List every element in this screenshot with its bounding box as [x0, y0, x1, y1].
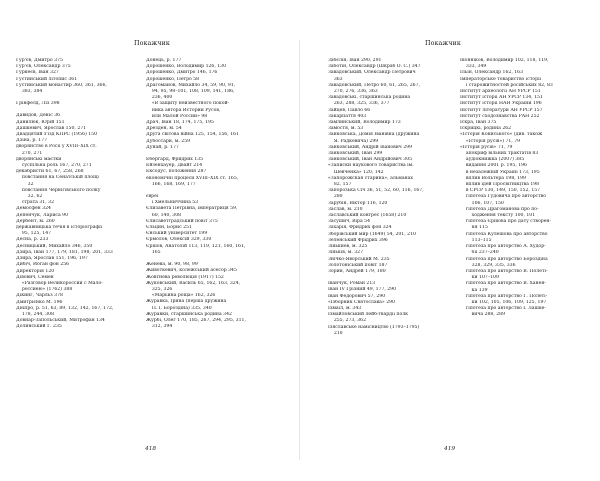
- left-page-header: Покажчик: [134, 40, 170, 47]
- index-entry: страта 31, 32: [16, 200, 54, 206]
- index-entry: Двадцятий з'їзд КПРС (1956) 150: [16, 132, 98, 138]
- index-entry: Ізяславське намісництво (1793–1795): [328, 324, 420, 330]
- index-entry: вплив ідей Просвітництва 198: [460, 182, 540, 188]
- index-entry: Ексодус, положення 287: [146, 169, 207, 175]
- index-entry: Єльцин, Борис 251: [146, 225, 192, 231]
- index-entry: 333, 349: [460, 64, 487, 70]
- index-entry: Дорошенко, Володимир 126, 130: [146, 64, 227, 70]
- index-entry: Десна, р. 233: [16, 237, 49, 243]
- index-entry: 328, 329, 335, 336: [460, 262, 516, 268]
- index-entry: ка 139: [460, 287, 488, 293]
- index-entry: Депенчук, Лариса 90: [16, 212, 69, 218]
- index-entry: декабристи 61, 67, 258, 268: [16, 169, 84, 175]
- index-entry: Демосфен 324: [16, 206, 51, 212]
- index-entry: Журбі, Олег 170, 185, 267, 294, 295, 311,: [146, 317, 246, 323]
- index-entry: 113–115: [460, 237, 492, 243]
- index-entry: в СРСР 130, 149, 150, 152, 157: [460, 188, 541, 194]
- index-entry: гіпотеза про авторство І. Лашке-: [460, 306, 546, 312]
- index-entry: Животкевич, колежський асесор 345: [146, 268, 237, 274]
- index-entry: Жовтнева революція (1917) 152: [146, 274, 224, 280]
- index-entry: Данилюк, Юрій 151: [16, 119, 65, 125]
- index-entry: Зінькiв, м. 327: [328, 250, 364, 256]
- index-entry: Єнський університет 199: [146, 231, 208, 237]
- index-entry: «Запорожская старина», альманах: [328, 175, 413, 181]
- index-entry: Запорозька Січ 36, 51, 52, 60, 116, 167,: [328, 188, 424, 194]
- index-entry: Занковський, Андрій Іванович 299: [328, 144, 413, 150]
- index-entry: 325, 326: [146, 286, 173, 292]
- index-entry: Я. Радкевича) 299: [328, 138, 379, 144]
- right-page-header: Покажчик: [425, 40, 461, 47]
- index-entry: гіпотеза Гудовича про авторство: [460, 194, 546, 200]
- index-entry: Іванчук, Роман 213: [328, 281, 376, 287]
- index-entry: Дзира, Ярослав 151, 196, 197: [16, 256, 88, 262]
- index-entry: Дашкевич, Ярослав 150, 271: [16, 125, 87, 131]
- right-page: [300, 0, 600, 481]
- index-entry: 312, 394: [146, 324, 173, 330]
- index-entry: Дибіч, Йоган фон 256: [16, 262, 70, 268]
- index-entry: Гур'єв, Олександр 375: [16, 64, 71, 70]
- right-index-column-1: [328, 58, 446, 337]
- index-entry: 363: [328, 76, 343, 82]
- index-entry: Давидов, Деніс 36: [16, 113, 61, 119]
- index-entry: 32, 62: [16, 194, 43, 200]
- index-entry: 263, 288, 325, 336, 377: [328, 101, 390, 107]
- index-entry: Жуковський, Василь 65, 162, 163, 324,: [146, 280, 241, 286]
- index-entry: повстання Чернігівського полку: [16, 187, 101, 193]
- index-entry: Інститут сходознавства РАН 252: [460, 113, 540, 119]
- index-entry: 94, 95, 98–101, 108, 109, 141, 186,: [146, 89, 235, 95]
- index-entry: Забєлін, Іван 290, 291: [328, 58, 382, 63]
- index-entry: гіпотеза про авторство Бороздіна: [460, 256, 548, 262]
- index-entry: суспільна роль 167, 270, 271: [16, 163, 92, 169]
- index-entry: россиею» (1762) 388: [16, 287, 73, 293]
- index-entry: видання 2001 р. 195, 196: [460, 163, 528, 169]
- index-entry: вича 288, 289: [460, 312, 506, 318]
- index-entry: ня 115: [460, 225, 488, 231]
- index-entry: ки 102, 105, 106, 109, 125, 197: [460, 299, 547, 305]
- index-entry: Єрмолов, Олексій 329, 330: [146, 237, 212, 243]
- index-entry: ки 107–109: [460, 275, 499, 281]
- index-entry: «Марьина роща» 162, 326: [146, 293, 216, 299]
- index-entry: Довнар-Запольський, Митрофан 134: [16, 318, 105, 324]
- index-entry: 210: [328, 330, 343, 336]
- index-entry: гіпотеза Драгоманова про по-: [460, 206, 539, 212]
- index-entry: Густинський літопис 361: [16, 76, 78, 82]
- index-entry: в незалежній Україні 173, 195: [460, 169, 540, 175]
- right-page-number: 419: [444, 446, 456, 452]
- index-entry: Драч, Іван 18, 174, 175, 195: [146, 120, 214, 126]
- index-entry: 280: [328, 194, 343, 200]
- index-entry: Єлизавета Петрівна, імператриця 59,: [146, 206, 238, 212]
- index-entry: 236, 400: [146, 95, 173, 101]
- index-entry: Іскра, Іван 375: [460, 120, 497, 126]
- index-entry: Ільїн, Олександр 162, 163: [460, 70, 524, 76]
- index-entry: Інститут історії АН УРСР 134, 151: [460, 95, 543, 101]
- index-entry: гіпотеза Єршова про дату створен-: [460, 219, 552, 225]
- index-entry: апокриф вільних трактатів 83: [460, 151, 539, 157]
- index-entry: 178, 244, 308: [16, 311, 54, 317]
- index-entry: Ейзенхауер, Двайт 214: [146, 163, 203, 169]
- index-entry: Драгоманов, Михайло 34, 59, 90, 91,: [146, 82, 236, 88]
- index-entry: Дівович, Семен: [16, 274, 54, 280]
- index-entry: 32: [16, 181, 34, 187]
- right-index-column-2: [460, 58, 588, 319]
- index-entry: Ґрінфелд, Ліз 398: [16, 101, 60, 107]
- index-entry: Ізмаїл, м. 343: [328, 305, 362, 311]
- index-entry: 383, 384: [16, 89, 43, 95]
- index-entry: «Історія русів») 71, 79: [460, 138, 521, 144]
- index-entry: Дрезден, м. 54: [146, 126, 182, 132]
- index-entry: Директорія 120: [16, 268, 55, 274]
- index-entry: 106, 107, 150: [460, 200, 504, 206]
- index-entry: Інститут археології АН УРСР 151: [460, 89, 541, 95]
- index-entry: Ебергард, Фридрих 135: [146, 157, 204, 163]
- index-entry: економічні процеси XVIII–XIX ст. 165,: [146, 175, 239, 181]
- index-entry: 270, 271: [16, 150, 43, 156]
- index-entry: Журавка, Ірина (перша дружина: [146, 299, 227, 305]
- index-entry: Дікинг, Чарльз 378: [16, 293, 63, 299]
- index-entry: Імператорське товариство історії: [460, 76, 542, 82]
- index-entry: Замостя, м. 53: [328, 126, 364, 132]
- index-entry: Завадовський, Петро 60, 61, 265, 267,: [328, 82, 420, 88]
- index-entry: дворянські маєтки: [16, 156, 62, 162]
- index-entry: Завадовські, старшинська родина: [328, 95, 411, 101]
- index-entry: Десницький, Михайло 346, 350: [16, 243, 93, 249]
- index-entry: Завадовський, Олександр Петрович: [328, 70, 416, 76]
- index-entry: Дзіна, р. 177: [16, 138, 48, 144]
- index-entry: Дунай, р. 177: [146, 144, 179, 150]
- index-entry: Зайцев, Павло 66: [328, 107, 371, 113]
- left-index-column-2: [146, 58, 276, 330]
- index-entry: Іконніков, Володимир 102, 118, 119,: [460, 58, 549, 63]
- index-entry: Занковський, Іван 299: [328, 151, 383, 157]
- index-entry: Закарпаття 403: [328, 113, 367, 119]
- index-entry: Зінькиев, м. 325: [328, 244, 368, 250]
- index-entry: 270, 276, 336, 363: [328, 89, 378, 95]
- index-entry: 60, 140, 308: [146, 212, 182, 218]
- index-entry: біі 237–240: [460, 250, 499, 256]
- index-entry: гіпотеза про авторство Г. Полеті-: [460, 293, 548, 299]
- index-entry: ника автора Истории Русов,: [146, 107, 221, 113]
- index-entry: П. І. Бороздіна) 335, 340: [146, 305, 212, 311]
- index-entry: Засушич, Віра 54: [328, 219, 370, 225]
- index-entry: 166, 168, 169, 177: [146, 181, 196, 187]
- index-entry: Долинський Г. 235: [16, 324, 62, 330]
- index-entry: Женева, м. 90, 98, 99: [146, 262, 198, 268]
- index-entry: і Хмельниччина 53: [146, 200, 199, 206]
- index-entry: Єршов, Анатолій 113, 119, 121, 160, 161,: [146, 243, 246, 249]
- left-page-number: 418: [145, 446, 157, 452]
- index-entry: Гуркеєв, Іван 327: [16, 70, 59, 76]
- index-entry: «Разговор Великороссии с Мало-: [16, 280, 103, 286]
- index-entry: Інститут літератури АН УРСР 157: [460, 107, 543, 113]
- index-entry: 255, 273, 362: [328, 318, 366, 324]
- index-entry: Іван IV Грізний 49, 177, 290: [328, 287, 397, 293]
- index-entry: Зборівський мир (1649) 54, 201, 210: [328, 231, 416, 237]
- index-entry: Ізмайловський лейб-гвардії полк: [328, 312, 409, 318]
- index-entry: Дубоссари, м. 259: [146, 138, 191, 144]
- index-entry: «Записки наукового товариства ім.: [328, 163, 414, 169]
- index-entry: Іван Федорович 57, 290: [328, 293, 386, 299]
- index-entry: 95, 125, 147: [16, 231, 52, 237]
- index-entry: Дзира, Іван 177, 179, 181, 198, 201, 333: [16, 249, 113, 255]
- index-entry: Зарубін, Віктор 116, 120: [328, 200, 388, 206]
- index-entry: аудіокнижка (2007) 385: [460, 157, 525, 163]
- index-entry: Знічко-Яворський М. 235: [328, 256, 390, 262]
- index-entry: Золотоніський повіт 187: [328, 262, 388, 268]
- index-entry: Заботін, Олександр (Шкраб О. С.) 347: [328, 64, 421, 70]
- index-entry: Дербент, м. 260: [16, 218, 55, 224]
- index-entry: «В защиту неизвестного покой-: [146, 101, 230, 107]
- index-entry: Журавки, старшинська родина 342: [146, 311, 232, 317]
- index-entry: 82, 157: [328, 182, 352, 188]
- index-entry: Зорин, Андрей 179, 180: [328, 268, 386, 274]
- index-entry: ходження тексту 100, 101: [460, 213, 536, 219]
- index-entry: державницька течія в історіографії: [16, 225, 103, 231]
- index-entry: гіпотеза Кулешова про авторство: [460, 231, 548, 237]
- index-entry: Іскрицкі, родина 262: [460, 126, 512, 132]
- index-entry: повстання на Сенатській площі: [16, 175, 99, 181]
- index-entry: Заславський конгрес (1658) 210: [328, 213, 407, 219]
- index-entry: гіпотеза про авторство В. Полеті-: [460, 268, 548, 274]
- index-entry: 165: [146, 249, 161, 255]
- index-entry: і старожитностей російських 82, 83: [460, 82, 553, 88]
- index-entry: дворянство в Росії у XVIII–XIX ст.: [16, 144, 97, 150]
- index-entry: Єлисаветградський повіт 375: [146, 218, 218, 224]
- index-entry: Дмитрієнко М. 196: [16, 299, 63, 305]
- index-entry: «Історія Кониського» (див. також: [460, 132, 543, 138]
- index-entry: Зеленський Фрідрих 396: [328, 237, 388, 243]
- index-entry: гіпотеза про авторство В. Ханен-: [460, 281, 546, 287]
- index-entry: «Історія русів» 71, 79: [460, 144, 513, 150]
- index-entry: или Малой России» 98: [146, 113, 208, 119]
- index-entry: Густинський монастир 360, 361, 366,: [16, 82, 107, 88]
- index-entry: Замлинський, Володимир 173: [328, 120, 401, 126]
- index-entry: Дорошенко, Петро 58: [146, 76, 200, 82]
- index-entry: «Ізборник Святослава» 290: [328, 299, 395, 305]
- index-entry: євреї: [146, 194, 159, 200]
- index-entry: Дніпро, р. 51, 63, 89, 132, 142, 167, 172,: [16, 305, 114, 311]
- index-entry: гіпотеза про авторство А. Худор-: [460, 244, 546, 250]
- index-entry: Шевченка» 120, 142: [328, 169, 384, 175]
- index-entry: Гур'єв, Дмитро 375: [16, 58, 63, 63]
- index-entry: Захарія, Фридрих фон 324: [328, 225, 392, 231]
- left-index-column-1: [16, 58, 134, 331]
- index-entry: Інститут історії НАН України 196: [460, 101, 542, 107]
- index-entry: вплив Вольтера 198, 199: [460, 175, 526, 181]
- index-entry: Занковська, Домія Іванівна (дружина: [328, 132, 420, 138]
- index-entry: Занковський, Іван Андрійович 305: [328, 157, 413, 163]
- index-entry: Донець, р. 177: [146, 58, 182, 63]
- index-entry: Друга світова війна 125, 154, 156, 161: [146, 132, 239, 138]
- index-entry: Дорошенко, Дмитро 146, 176: [146, 70, 218, 76]
- index-entry: Заслав, м. 210: [328, 206, 363, 212]
